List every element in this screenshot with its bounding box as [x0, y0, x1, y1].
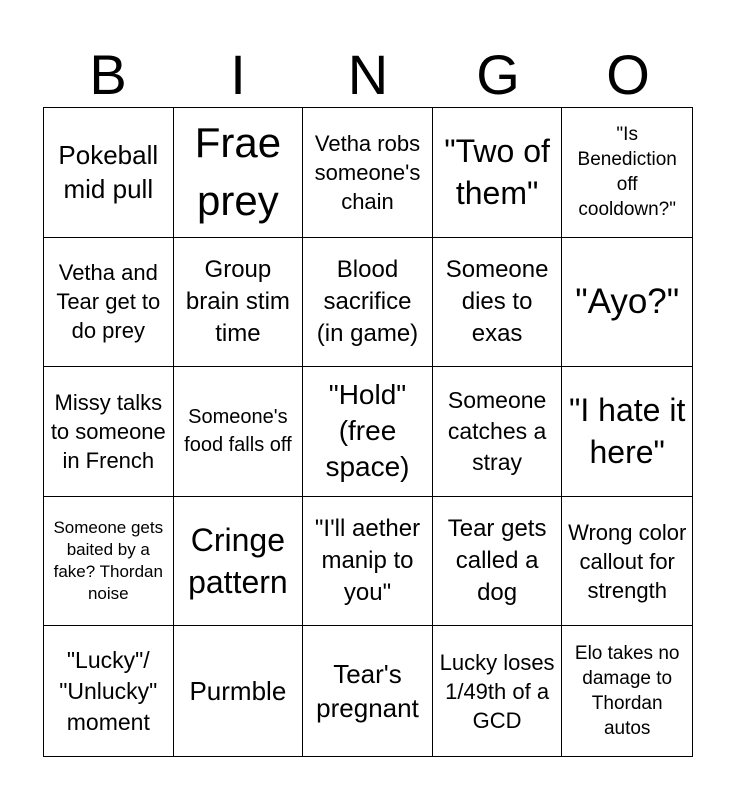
header-letter-n: N	[347, 43, 389, 106]
bingo-cell-text: Missy talks to someone in French	[50, 389, 166, 473]
bingo-cell-r5c3[interactable]	[303, 626, 433, 756]
bingo-cell-r2c4[interactable]	[433, 238, 563, 368]
bingo-cell-r1c5[interactable]	[562, 108, 692, 238]
bingo-cell-text: "Lucky"/ "Unlucky" moment	[59, 646, 158, 735]
bingo-cell-r4c2[interactable]	[174, 497, 304, 627]
bingo-cell-r1c3[interactable]	[303, 108, 433, 238]
bingo-cell-text: Tear gets called a dog	[447, 515, 547, 607]
header-letter-i: I	[230, 43, 246, 106]
bingo-cell-r4c5[interactable]	[562, 497, 692, 627]
header-letter-b: B	[89, 43, 127, 106]
bingo-cell-text: Tear's pregnant	[316, 659, 419, 724]
bingo-cell-r3c1[interactable]	[44, 367, 174, 497]
bingo-header	[43, 44, 693, 106]
bingo-cell-r5c4[interactable]	[433, 626, 563, 756]
bingo-cell-text: Elo takes no damage to Thordan autos	[574, 643, 680, 740]
bingo-cell-r1c1[interactable]	[44, 108, 174, 238]
bingo-cell-r1c2[interactable]	[174, 108, 304, 238]
bingo-cell-text: "Is Benediction off cooldown?"	[577, 124, 677, 221]
bingo-cell-text: Someone dies to exas	[445, 255, 549, 347]
bingo-cell-r2c3[interactable]	[303, 238, 433, 368]
bingo-cell-text: Blood sacrifice (in game)	[316, 255, 419, 347]
bingo-cell-r3c4[interactable]	[433, 367, 563, 497]
bingo-cell-r2c5[interactable]	[562, 238, 692, 368]
bingo-board	[43, 107, 693, 757]
header-letter-o: O	[606, 43, 650, 106]
bingo-cell-r5c5[interactable]	[562, 626, 692, 756]
bingo-cell-r4c3[interactable]	[303, 497, 433, 627]
bingo-cell-text: Purmble	[189, 676, 287, 707]
bingo-cell-text: "Hold" (free space)	[325, 379, 410, 483]
bingo-cell-text: Group brain stim time	[185, 255, 290, 347]
bingo-cell-r4c4[interactable]	[433, 497, 563, 627]
bingo-cell-r5c2[interactable]	[174, 626, 304, 756]
bingo-cell-text: Vetha and Tear get to do prey	[56, 260, 161, 344]
bingo-cell-r3c5[interactable]	[562, 367, 692, 497]
bingo-cell-r3c3[interactable]	[303, 367, 433, 497]
bingo-cell-text: Pokeball mid pull	[58, 140, 159, 205]
bingo-cell-text: Wrong color callout for strength	[568, 519, 687, 603]
bingo-cell-text: Someone catches a stray	[447, 386, 547, 475]
bingo-cell-text: Someone gets baited by a fake? Thordan noise	[53, 518, 164, 604]
header-letter-g: G	[476, 43, 520, 106]
bingo-cell-r2c1[interactable]	[44, 238, 174, 368]
bingo-cell-text: Vetha robs someone's chain	[314, 130, 421, 214]
bingo-cell-text: Frae prey	[194, 119, 282, 225]
bingo-cell-r4c1[interactable]	[44, 497, 174, 627]
bingo-cell-text: "I hate it here"	[569, 392, 686, 471]
bingo-cell-r2c2[interactable]	[174, 238, 304, 368]
bingo-cell-text: "I'll aether manip to you"	[314, 515, 421, 607]
bingo-cell-r1c4[interactable]	[433, 108, 563, 238]
bingo-cell-r3c2[interactable]	[174, 367, 304, 497]
bingo-cell-r5c1[interactable]	[44, 626, 174, 756]
bingo-cell-text: "Ayo?"	[575, 281, 680, 321]
bingo-cell-text: Lucky loses 1/49th of a GCD	[439, 649, 555, 733]
bingo-cell-text: Someone's food falls off	[184, 406, 292, 457]
bingo-cell-text: "Two of them"	[444, 133, 550, 212]
bingo-cell-text: Cringe pattern	[188, 522, 288, 601]
